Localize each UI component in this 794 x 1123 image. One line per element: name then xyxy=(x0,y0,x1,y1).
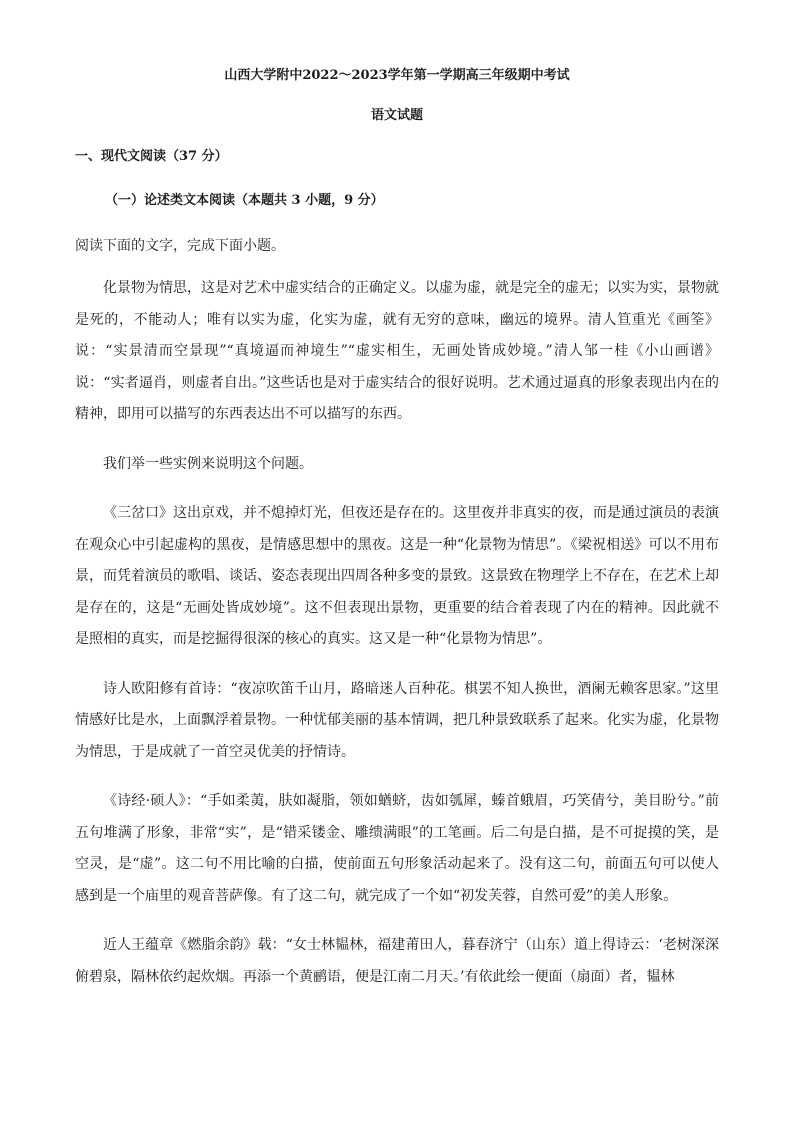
passage-paragraph: 近人王蕴章《燃脂余韵》载：“女士林韫林，福建莆田人，暮春济宁（山东）道上得诗云：‘老树深深俯碧泉，隔林依约起炊烟。再添一个黄鹂语，便是江南二月天。’有依此绘一便面（扇面）者，韫林 xyxy=(75,937,719,985)
reading-instruction: 阅读下面的文字，完成下面小题。 xyxy=(75,238,285,254)
passage-paragraph: 我们举一些实例来说明这个问题。 xyxy=(103,455,313,472)
passage-paragraph: 化景物为情思，这是对艺术中虚实结合的正确定义。以虚为虚，就是完全的虚无；以实为实，景物就是死的，不能动人；唯有以实为虚，化实为虚，就有无穷的意味，幽远的境界。清人笪重光《画筌》说：“实景清而空景现”“真境逼而神境生”“虚实相生，无画处皆成妙境。”清人邹一桂《小山画谱》说：“实者逼肖，则虚者自出。”这些话也是对于虚实结合的很好说明。艺术通过逼真的形象表现出内在的精神，即用可以描写的东西表达出不可以描写的东西。 xyxy=(75,280,719,422)
subsection-heading: （一）论述类文本阅读（本题共 3 小题，9 分） xyxy=(105,193,384,208)
passage-paragraph: 诗人欧阳修有首诗：“夜凉吹笛千山月，路暗迷人百种花。棋罢不知人换世，酒阑无赖客思家。”这里情感好比是水，上面飘浮着景物。一种忧郁美丽的基本情调，把几种景致联系了起来。化实为虚，化景物为情思，于是成就了一首空灵优美的抒情诗。 xyxy=(75,680,719,760)
passage-paragraph: 《诗经·硕人》：“手如柔荑，肤如凝脂，领如蝤蛴，齿如瓠犀，螓首蛾眉，巧笑倩兮，美目盼兮。”前五句堆满了形象，非常“实”，是“错采镂金、雕缋满眼”的工笔画。后二句是白描，是不可捉摸的笑，是空灵，是“虚”。这二句不用比喻的白描，使前面五句形象活动起来了。没有这二句，前面五句可以使人感到是一个庙里的观音菩萨像。有了这二句，就完成了一个如“初发芙蓉，自然可爱”的美人形象。 xyxy=(75,793,719,904)
exam-title: 山西大学附中2022～2023学年第一学期高三年级期中考试 xyxy=(224,68,570,83)
subject-title: 语文试题 xyxy=(370,108,423,123)
passage-paragraph: 《三岔口》这出京戏，并不熄掉灯光，但夜还是存在的。这里夜并非真实的夜，而是通过演员的表演在观众心中引起虚构的黑夜，是情感思想中的黑夜。这是一种“化景物为情思”。《梁祝相送》可以不用布景，而凭着演员的歌唱、谈话、姿态表现出四周各种多变的景致。这景致在物理学上不存在，在艺术上却是存在的，这是“无画处皆成妙境”。这不但表现出景物，更重要的结合着表现了内在的精神。因此就不是照相的真实，而是挖掘得很深的核心的真实。这又是一种“化景物为情思”。 xyxy=(75,505,719,647)
section-heading: 一、现代文阅读（37 分） xyxy=(75,149,228,164)
